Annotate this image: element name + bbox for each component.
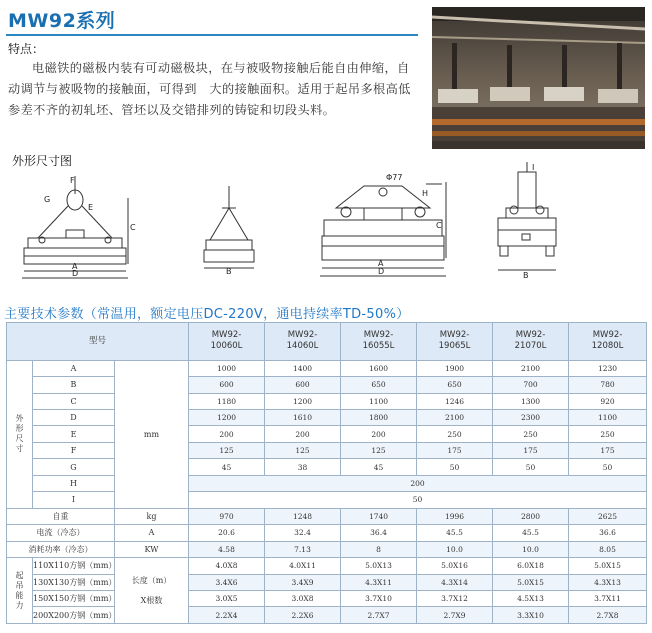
fig1-label-c: C <box>130 223 136 232</box>
table-row: 电流（冷态） A 20.6 32.4 36.4 45.5 45.5 36.6 <box>7 525 647 541</box>
model-col-6: MW92- 12080L <box>569 323 647 361</box>
model-col-4: MW92- 19065L <box>417 323 493 361</box>
dims-unit: mm <box>115 360 189 508</box>
table-row: 200X200方钢（mm） 2.2X4 2.2X6 2.7X7 2.7X9 3.3X10 2.7X8 <box>7 607 647 624</box>
table-row: 130X130方钢（mm） 3.4X6 3.4X9 4.3X11 4.3X14 5.0X15 4.3X13 <box>7 574 647 590</box>
table-row: C 1180 1200 1100 1246 1300 920 <box>7 393 647 409</box>
fig1-label-f: F <box>70 176 75 185</box>
table-row: I 50 <box>7 492 647 508</box>
lift-unit: 长度（m） X根数 <box>115 558 189 624</box>
table-row: 消耗功率（冷态） KW 4.58 7.13 8 10.0 10.0 8.05 <box>7 541 647 557</box>
drawing-side-small <box>198 184 260 280</box>
fig3-label-phi: Φ77 <box>386 173 403 182</box>
table-header-row <box>7 323 647 361</box>
table-row: G 45 38 45 50 50 50 <box>7 459 647 475</box>
fig3-label-a: A <box>378 259 384 268</box>
table-row: E 200 200 200 250 250 250 <box>7 426 647 442</box>
features-label: 特点： <box>8 42 45 56</box>
drawing-front-small <box>20 172 138 286</box>
fig2-label-b: B <box>226 267 232 276</box>
dimensions-label: 外形尺寸图 <box>12 154 73 168</box>
table-row: 外形尺寸 A mm 1000 1400 1600 1900 2100 1230 <box>7 360 647 376</box>
fig1-label-d: D <box>72 269 79 278</box>
fig1-label-g: G <box>44 195 51 204</box>
features-text: 电磁铁的磁极内装有可动磁极块，在与被吸物接触后能自由伸缩，自动调节与被吸物的接触面，可得到 大的接触面积。适用于起吊多根高低参差不齐的初轧坯、管坯以及交错排列的铸锭和切段头料。 <box>8 61 411 117</box>
page-title: MW92系列 <box>8 10 116 32</box>
fig4-label-b: B <box>523 271 529 280</box>
table-row: 起吊能力 110X110方钢（mm） 长度（m） X根数 4.0X8 4.0X11 5.0X13 5.0X16 6.0X18 5.0X15 <box>7 558 647 574</box>
table-row: 自重 kg 970 1248 1740 1996 2800 2625 <box>7 508 647 524</box>
fig4-label-i: I <box>532 163 535 172</box>
table-row: D 1200 1610 1800 2100 2300 1100 <box>7 409 647 425</box>
spec-table <box>6 322 647 624</box>
model-col-2: MW92- 14060L <box>265 323 341 361</box>
fig3-label-h: H <box>422 189 429 198</box>
model-col-3: MW92- 16055L <box>341 323 417 361</box>
dims-group-label: 外形尺寸 <box>7 360 33 508</box>
model-header: 型号 <box>7 323 189 361</box>
model-col-5: MW92- 21070L <box>493 323 569 361</box>
table-row: H 200 <box>7 475 647 491</box>
fig1-label-a: A <box>72 262 78 271</box>
drawing-front-large <box>318 172 448 286</box>
params-title: 主要技术参数（常温用，额定电压DC-220V，通电持续率TD-50%） <box>4 307 410 322</box>
title-divider <box>6 34 418 36</box>
factory-photo <box>432 7 645 149</box>
drawing-side-large <box>492 158 562 286</box>
table-row: F 125 125 125 175 175 175 <box>7 442 647 458</box>
table-row: B 600 600 650 650 700 780 <box>7 377 647 393</box>
fig3-label-c: C <box>436 221 442 230</box>
table-row: 150X150方钢（mm） 3.0X5 3.0X8 3.7X10 3.7X12 4.5X13 3.7X11 <box>7 590 647 606</box>
fig3-label-d: D <box>378 267 385 276</box>
model-col-1: MW92- 10060L <box>189 323 265 361</box>
lift-group-label: 起吊能力 <box>7 558 33 624</box>
fig1-label-e: E <box>88 203 94 212</box>
